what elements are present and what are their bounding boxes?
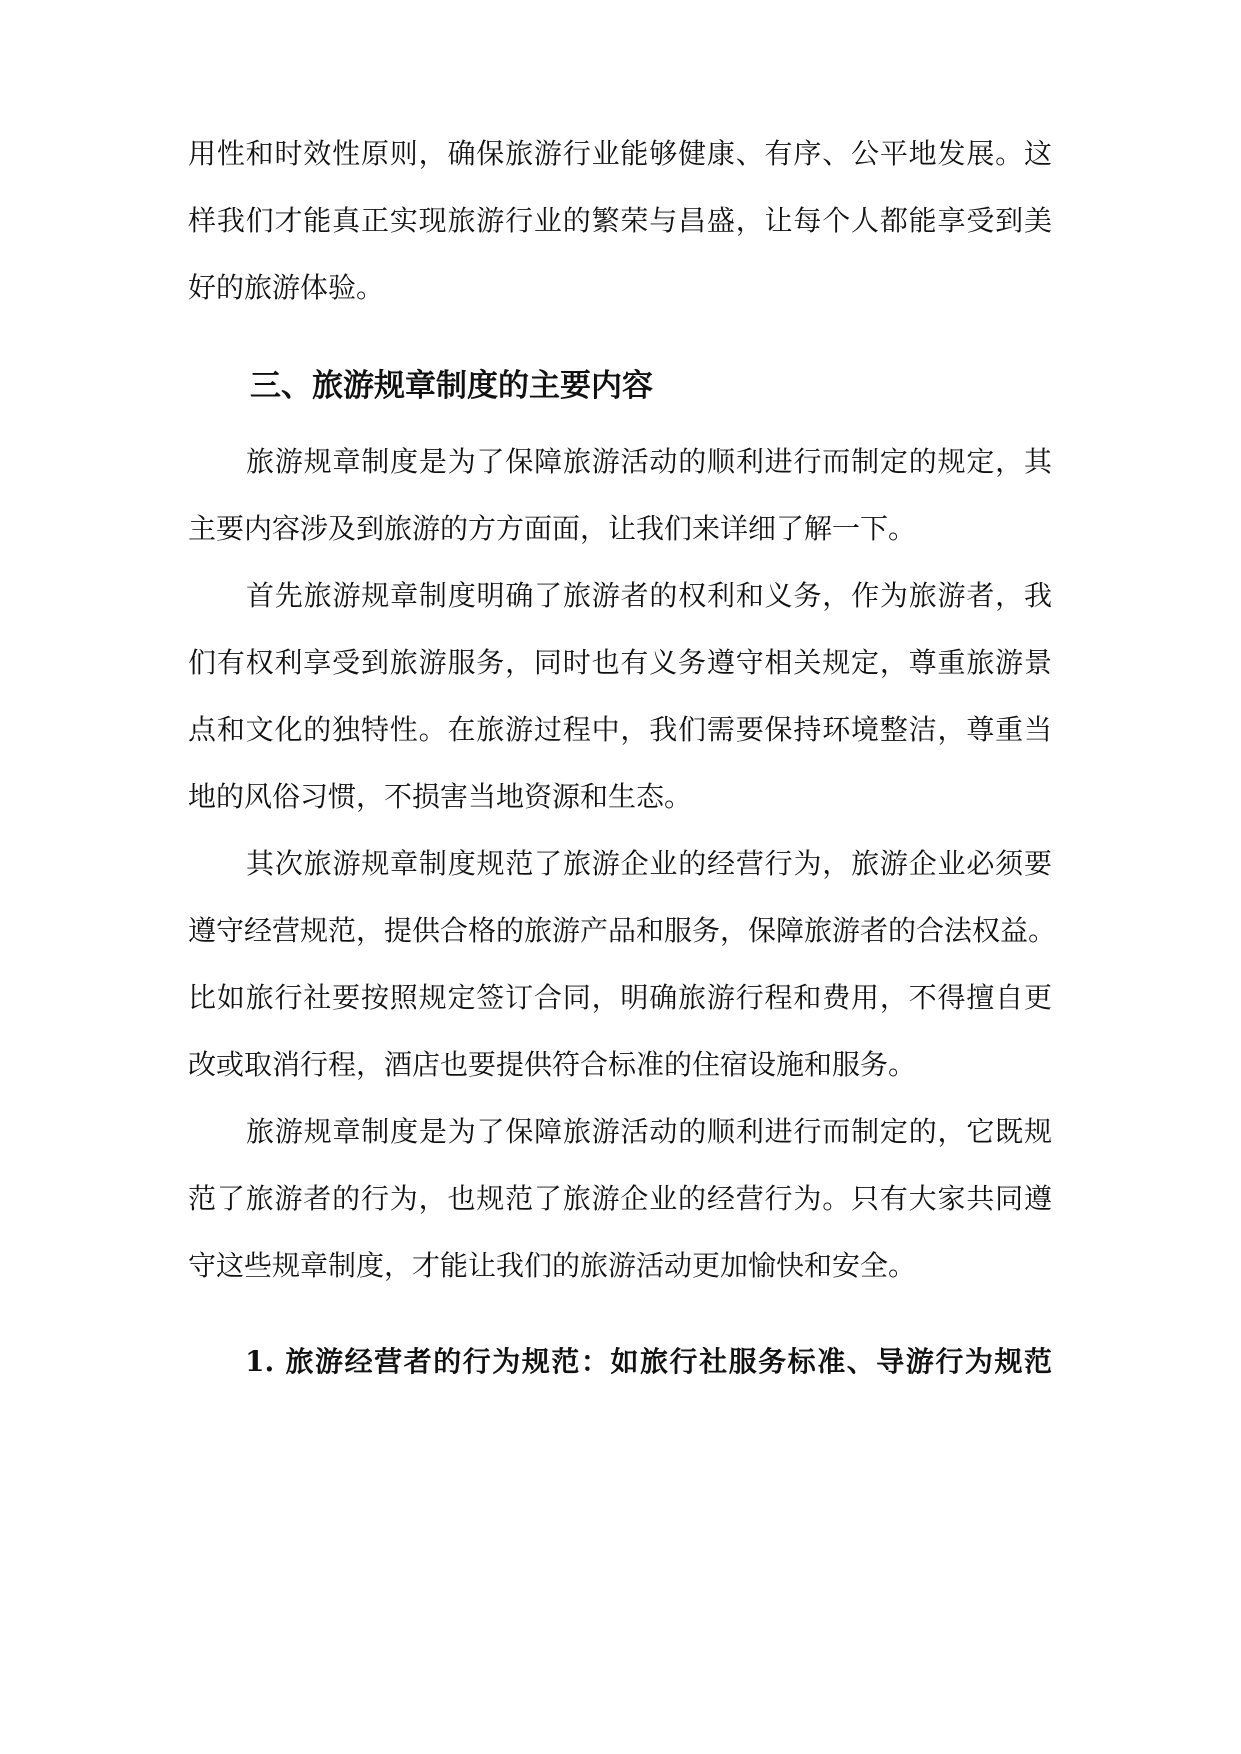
text-line: 比如旅行社要按照规定签订合同，明确旅游行程和费用，不得擅自更 xyxy=(188,981,1052,1014)
text-line: 们有权利享受到旅游服务，同时也有义务遵守相关规定，尊重旅游景 xyxy=(188,646,1052,679)
text-line: 点和文化的独特性。在旅游过程中，我们需要保持环境整洁，尊重当 xyxy=(188,713,1052,746)
text-line: 用性和时效性原则，确保旅游行业能够健康、有序、公平地发展。这 xyxy=(188,137,1052,170)
text-line: 好的旅游体验。 xyxy=(188,271,385,304)
text-line: 遵守经营规范，提供合格的旅游产品和服务，保障旅游者的合法权益。 xyxy=(188,914,1057,947)
text-line: 其次旅游规章制度规范了旅游企业的经营行为，旅游企业必须要 xyxy=(246,847,1052,880)
text-line: 样我们才能真正实现旅游行业的繁荣与昌盛，让每个人都能享受到美 xyxy=(188,204,1052,237)
text-line: 守这些规章制度，才能让我们的旅游活动更加愉快和安全。 xyxy=(188,1249,917,1282)
text-line: 旅游规章制度是为了保障旅游活动的顺利进行而制定的规定，其 xyxy=(246,445,1052,478)
text-line: 旅游规章制度是为了保障旅游活动的顺利进行而制定的，它既规 xyxy=(246,1115,1052,1148)
section-heading: 三、旅游规章制度的主要内容 xyxy=(250,368,653,404)
text-line: 改或取消行程，酒店也要提供符合标准的住宿设施和服务。 xyxy=(188,1048,917,1081)
text-line: 主要内容涉及到旅游的方方面面，让我们来详细了解一下。 xyxy=(188,512,917,545)
text-line: 范了旅游者的行为，也规范了旅游企业的经营行为。只有大家共同遵 xyxy=(188,1182,1052,1215)
text-line: 首先旅游规章制度明确了旅游者的权利和义务，作为旅游者，我 xyxy=(246,579,1052,612)
list-item: 1. 旅游经营者的行为规范：如旅行社服务标准、导游行为规范 xyxy=(245,1345,1052,1378)
text-line: 地的风俗习惯，不损害当地资源和生态。 xyxy=(188,780,693,813)
